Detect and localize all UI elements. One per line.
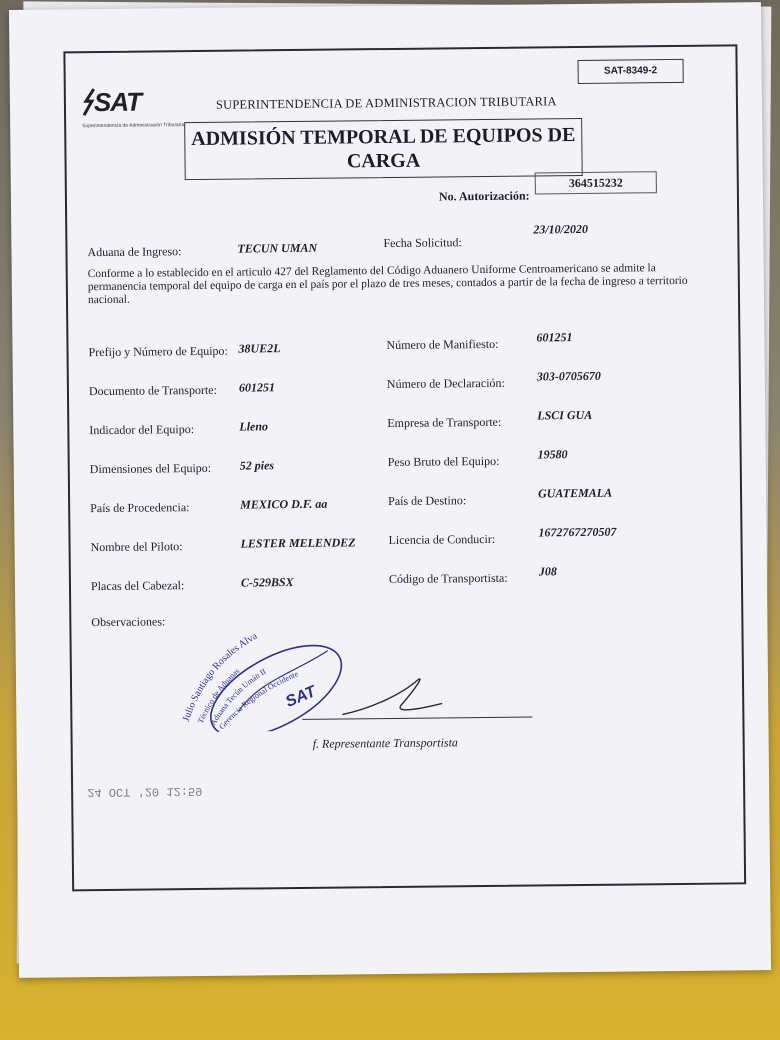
fecha-label: Fecha Solicitud: [383,235,462,251]
aduana-value: TECUN UMAN [237,240,318,256]
field-value-placas: C-529BSX [240,575,294,590]
agency-name: SUPERINTENDENCIA DE ADMINISTRACION TRIBUTARIA [215,94,557,112]
field-label-procedencia: País de Procedencia: [90,500,190,516]
field-label-peso: Peso Bruto del Equipo: [387,453,500,470]
sat-logo [80,82,185,135]
field-label-piloto: Nombre del Piloto: [90,539,183,555]
document-page [9,2,771,978]
stamp-logo: SAT [283,683,319,711]
field-label-documento: Documento de Transporte: [88,382,218,399]
field-label-manifiesto: Número de Manifiesto: [386,336,499,353]
field-value-destino: GUATEMALA [537,485,613,501]
field-value-piloto: LESTER MELENDEZ [240,535,356,551]
stamp-name: Julio Santiago Rosales Alva [180,630,260,724]
field-value-licencia: 1672767270507 [538,524,617,540]
field-label-declaracion: Número de Declaración: [386,375,505,392]
field-label-placas: Placas del Cabezal: [90,578,185,594]
sat-logo-text: SAT [93,86,142,118]
fecha-value: 23/10/2020 [533,221,589,237]
field-value-documento: 601251 [238,380,275,395]
field-value-empresa: LSCI GUA [537,407,593,423]
authorization-number: 364515232 [535,171,657,194]
sat-logo-subtext: Superintendencia de Administración Tributaria [82,122,185,130]
field-value-prefijo: 38UE2L [238,341,281,356]
field-label-empresa: Empresa de Transporte: [387,414,502,431]
title-line-2: CARGA [346,149,421,173]
stamp-region: Gerencia Regional Occidente [217,669,300,732]
document-frame [63,44,746,891]
field-label-indicador: Indicador del Equipo: [89,422,195,438]
field-value-codigo: J08 [538,564,557,579]
field-value-indicador: Lleno [239,419,269,434]
stamp-office: Aduana Tecún Umán II [208,666,268,727]
title-line-1: ADMISIÓN TEMPORAL DE EQUIPOS DE [191,124,576,151]
aduana-label: Aduana de Ingreso: [87,244,182,260]
form-code: SAT-8349-2 [578,59,684,84]
field-value-manifiesto: 601251 [536,330,573,345]
transport-signature [332,673,452,722]
official-stamp [177,610,348,732]
field-label-licencia: Licencia de Conducir: [388,531,496,548]
document-title [184,118,583,180]
field-label-codigo: Código de Transportista: [388,570,508,587]
field-value-peso: 19580 [537,447,568,462]
receipt-date-stamp: 24 OCT '20 12:59 [87,783,203,800]
field-label-prefijo: Prefijo y Número de Equipo: [88,343,228,360]
signature-caption: f. Representante Transportista [312,735,458,751]
field-label-dimensiones: Dimensiones del Equipo: [89,460,212,477]
field-label-destino: País de Destino: [388,493,467,509]
field-value-declaracion: 303-0705670 [536,368,601,384]
authorization-label: No. Autorización: [438,188,530,204]
stamp-role: Técnico de Aduanas [196,666,242,725]
observaciones-label: Observaciones: [91,614,166,630]
field-value-dimensiones: 52 pies [239,458,275,473]
field-value-procedencia: MEXICO D.F. aa [240,496,328,512]
legal-paragraph: Conforme a lo establecido en el articulo 427 del Reglamento del Código Aduanero Uniforme Centroamericano se admite la permanencia temporal del equipo de carga en el país por el plazo de tres meses, contados a partir de la fecha de ingreso a territorio nacional. [87,262,688,307]
